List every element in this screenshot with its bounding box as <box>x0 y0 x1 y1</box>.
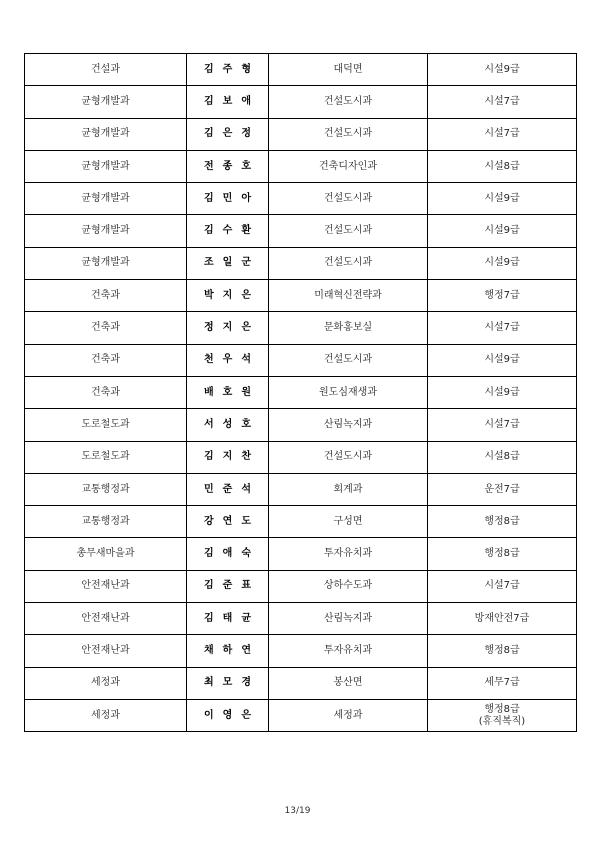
table-row <box>25 247 577 279</box>
to-dept-cell <box>269 183 428 215</box>
from-dept-cell-text: 교통행정과 <box>81 515 130 527</box>
to-dept-cell-text: 건설도시과 <box>323 451 373 463</box>
name-cell-text: 김수환 <box>204 225 260 237</box>
to-dept-cell-text: 회계과 <box>333 483 363 495</box>
to-dept-cell <box>269 280 428 312</box>
grade-cell-text: 시설7급 <box>484 128 520 140</box>
from-dept-cell <box>25 506 187 538</box>
from-dept-cell-text: 균형개발과 <box>81 95 130 107</box>
to-dept-cell <box>269 150 428 182</box>
to-dept-cell <box>269 603 428 635</box>
table-row <box>25 312 577 344</box>
from-dept-cell <box>25 312 187 344</box>
name-cell-text: 전종호 <box>204 160 260 172</box>
name-cell-text: 김준표 <box>204 580 260 592</box>
to-dept-cell-text: 산림녹지과 <box>323 612 373 624</box>
name-cell-text: 최모경 <box>204 677 260 689</box>
name-cell <box>187 376 269 408</box>
name-cell-text: 김지찬 <box>204 451 260 463</box>
to-dept-cell-text: 건설도시과 <box>323 257 373 269</box>
grade-cell-text: 행정8급 <box>484 703 520 715</box>
table-row <box>25 409 577 441</box>
name-cell <box>187 183 269 215</box>
name-cell-text: 조일군 <box>204 257 260 269</box>
grade-cell-text: 행정8급 <box>484 515 520 527</box>
from-dept-cell <box>25 538 187 570</box>
name-cell <box>187 344 269 376</box>
grade-cell <box>428 635 577 667</box>
to-dept-cell-text: 건축디자인과 <box>319 160 377 172</box>
grade-cell-text: 시설7급 <box>484 322 520 334</box>
to-dept-cell-text: 건설도시과 <box>323 95 373 107</box>
name-cell-text: 채하연 <box>204 644 260 656</box>
from-dept-cell <box>25 699 187 731</box>
name-cell <box>187 538 269 570</box>
from-dept-cell <box>25 54 187 86</box>
to-dept-cell-text: 투자유치과 <box>323 548 373 560</box>
from-dept-cell-text: 도로철도과 <box>81 451 130 463</box>
to-dept-cell-text: 대덕면 <box>333 63 363 75</box>
from-dept-cell-text: 안전재난과 <box>81 580 130 592</box>
grade-cell-text: 시설7급 <box>484 418 520 430</box>
table-row <box>25 570 577 602</box>
from-dept-cell <box>25 603 187 635</box>
from-dept-cell-text: 총무새마을과 <box>76 548 135 560</box>
from-dept-cell-text: 도로철도과 <box>81 418 130 430</box>
name-cell-text: 김태균 <box>204 612 260 624</box>
name-cell <box>187 409 269 441</box>
page-number: 13/19 <box>284 806 311 816</box>
name-cell <box>187 506 269 538</box>
table-row <box>25 86 577 118</box>
name-cell <box>187 86 269 118</box>
name-cell-text: 강연도 <box>204 515 260 527</box>
to-dept-cell-text: 문화홍보실 <box>323 322 373 334</box>
grade-cell-text: 시설9급 <box>484 354 520 366</box>
name-cell <box>187 667 269 699</box>
grade-cell <box>428 280 577 312</box>
from-dept-cell <box>25 150 187 182</box>
name-cell <box>187 280 269 312</box>
to-dept-cell <box>269 409 428 441</box>
to-dept-cell <box>269 247 428 279</box>
to-dept-cell <box>269 635 428 667</box>
to-dept-cell-text: 세정과 <box>333 709 363 721</box>
table-row <box>25 54 577 86</box>
from-dept-cell <box>25 473 187 505</box>
table-row <box>25 441 577 473</box>
grade-cell <box>428 247 577 279</box>
name-cell <box>187 215 269 247</box>
grade-cell <box>428 376 577 408</box>
to-dept-cell-text: 투자유치과 <box>323 644 373 656</box>
from-dept-cell <box>25 183 187 215</box>
from-dept-cell <box>25 280 187 312</box>
grade-cell-text: 행정8급 <box>484 548 520 560</box>
from-dept-cell-text: 건축과 <box>91 289 120 301</box>
table-row <box>25 473 577 505</box>
from-dept-cell-text: 세정과 <box>91 709 120 721</box>
name-cell <box>187 54 269 86</box>
from-dept-cell-text: 안전재난과 <box>81 612 130 624</box>
grade-cell <box>428 570 577 602</box>
name-cell <box>187 150 269 182</box>
name-cell-text: 서성호 <box>204 418 260 430</box>
grade-cell-text: 시설9급 <box>484 192 520 204</box>
grade-cell-text: 시설9급 <box>484 386 520 398</box>
from-dept-cell <box>25 344 187 376</box>
to-dept-cell-text: 건설도시과 <box>323 192 373 204</box>
grade-cell-text: 시설7급 <box>484 580 520 592</box>
name-cell-text: 김보애 <box>204 95 260 107</box>
table-row <box>25 150 577 182</box>
table-row <box>25 699 577 731</box>
grade-cell <box>428 699 577 731</box>
from-dept-cell <box>25 215 187 247</box>
name-cell <box>187 603 269 635</box>
grade-cell <box>428 118 577 150</box>
from-dept-cell <box>25 118 187 150</box>
grade-cell-text: 행정8급 <box>484 644 520 656</box>
name-cell-text: 김애숙 <box>204 548 260 560</box>
to-dept-cell-text: 원도심재생과 <box>319 386 377 398</box>
grade-cell-text: 시설7급 <box>484 95 520 107</box>
grade-cell-text: 시설9급 <box>484 257 520 269</box>
name-cell <box>187 118 269 150</box>
grade-cell-text: 시설8급 <box>484 160 520 172</box>
to-dept-cell-text: 상하수도과 <box>323 580 373 592</box>
from-dept-cell-text: 건축과 <box>91 386 120 398</box>
personnel-table <box>24 53 577 732</box>
from-dept-cell-text: 균형개발과 <box>81 160 130 172</box>
name-cell-text: 민준석 <box>204 483 260 495</box>
from-dept-cell-text: 건설과 <box>91 63 120 75</box>
personnel-table-body <box>25 54 577 732</box>
from-dept-cell-text: 균형개발과 <box>81 128 130 140</box>
to-dept-cell <box>269 473 428 505</box>
to-dept-cell <box>269 118 428 150</box>
grade-cell-text: 시설9급 <box>484 225 520 237</box>
from-dept-cell-text: 균형개발과 <box>81 225 130 237</box>
grade-cell <box>428 183 577 215</box>
name-cell-text: 천우석 <box>204 354 260 366</box>
to-dept-cell-text: 산림녹지과 <box>323 418 373 430</box>
to-dept-cell-text: 건설도시과 <box>323 225 373 237</box>
grade-cell <box>428 441 577 473</box>
name-cell <box>187 635 269 667</box>
grade-cell <box>428 54 577 86</box>
from-dept-cell <box>25 635 187 667</box>
name-cell-text: 김은정 <box>204 128 260 140</box>
name-cell-text: 박지은 <box>204 289 260 301</box>
grade-cell <box>428 506 577 538</box>
from-dept-cell <box>25 441 187 473</box>
to-dept-cell-text: 건설도시과 <box>323 128 373 140</box>
grade-cell <box>428 409 577 441</box>
from-dept-cell-text: 교통행정과 <box>81 483 130 495</box>
from-dept-cell-text: 세정과 <box>91 677 120 689</box>
grade-cell <box>428 603 577 635</box>
name-cell-text: 김민아 <box>204 192 260 204</box>
from-dept-cell-text: 균형개발과 <box>81 257 130 269</box>
name-cell <box>187 247 269 279</box>
to-dept-cell <box>269 376 428 408</box>
table-row <box>25 603 577 635</box>
to-dept-cell <box>269 86 428 118</box>
from-dept-cell-text: 건축과 <box>91 322 120 334</box>
table-row <box>25 506 577 538</box>
grade-cell <box>428 150 577 182</box>
to-dept-cell <box>269 506 428 538</box>
to-dept-cell-text: 미래혁신전략과 <box>314 289 382 301</box>
grade-cell <box>428 473 577 505</box>
grade-cell <box>428 344 577 376</box>
from-dept-cell-text: 균형개발과 <box>81 192 130 204</box>
grade-cell <box>428 538 577 570</box>
grade-cell-text: 행정7급 <box>484 289 520 301</box>
to-dept-cell <box>269 667 428 699</box>
table-row <box>25 280 577 312</box>
name-cell <box>187 473 269 505</box>
name-cell-text: 이영은 <box>204 709 260 721</box>
name-cell <box>187 441 269 473</box>
name-cell <box>187 699 269 731</box>
from-dept-cell-text: 안전재난과 <box>81 644 130 656</box>
from-dept-cell <box>25 570 187 602</box>
grade-cell-text: 시설8급 <box>484 451 520 463</box>
grade-cell-text: 방재안전7급 <box>474 612 530 624</box>
to-dept-cell-text: 봉산면 <box>333 677 363 689</box>
table-row <box>25 344 577 376</box>
grade-cell <box>428 215 577 247</box>
from-dept-cell <box>25 376 187 408</box>
name-cell <box>187 570 269 602</box>
to-dept-cell <box>269 570 428 602</box>
grade-cell <box>428 667 577 699</box>
from-dept-cell <box>25 247 187 279</box>
from-dept-cell <box>25 409 187 441</box>
to-dept-cell-text: 구성면 <box>333 515 363 527</box>
to-dept-cell <box>269 312 428 344</box>
from-dept-cell-text: 건축과 <box>91 354 120 366</box>
table-row <box>25 215 577 247</box>
to-dept-cell <box>269 344 428 376</box>
to-dept-cell <box>269 699 428 731</box>
name-cell <box>187 312 269 344</box>
table-row <box>25 635 577 667</box>
to-dept-cell <box>269 441 428 473</box>
name-cell-text: 김주형 <box>204 63 260 75</box>
table-row <box>25 376 577 408</box>
grade-note-text: (휴직복직) <box>478 715 526 727</box>
to-dept-cell-text: 건설도시과 <box>323 354 373 366</box>
table-row <box>25 538 577 570</box>
grade-cell <box>428 86 577 118</box>
table-row <box>25 183 577 215</box>
to-dept-cell <box>269 215 428 247</box>
from-dept-cell <box>25 86 187 118</box>
table-row <box>25 667 577 699</box>
grade-cell <box>428 312 577 344</box>
table-row <box>25 118 577 150</box>
grade-cell-text: 운전7급 <box>484 483 520 495</box>
name-cell-text: 정지은 <box>204 322 260 334</box>
grade-cell-text: 시설9급 <box>484 63 520 75</box>
grade-cell-text: 세무7급 <box>484 677 520 689</box>
name-cell-text: 배호원 <box>204 386 260 398</box>
from-dept-cell <box>25 667 187 699</box>
to-dept-cell <box>269 54 428 86</box>
to-dept-cell <box>269 538 428 570</box>
